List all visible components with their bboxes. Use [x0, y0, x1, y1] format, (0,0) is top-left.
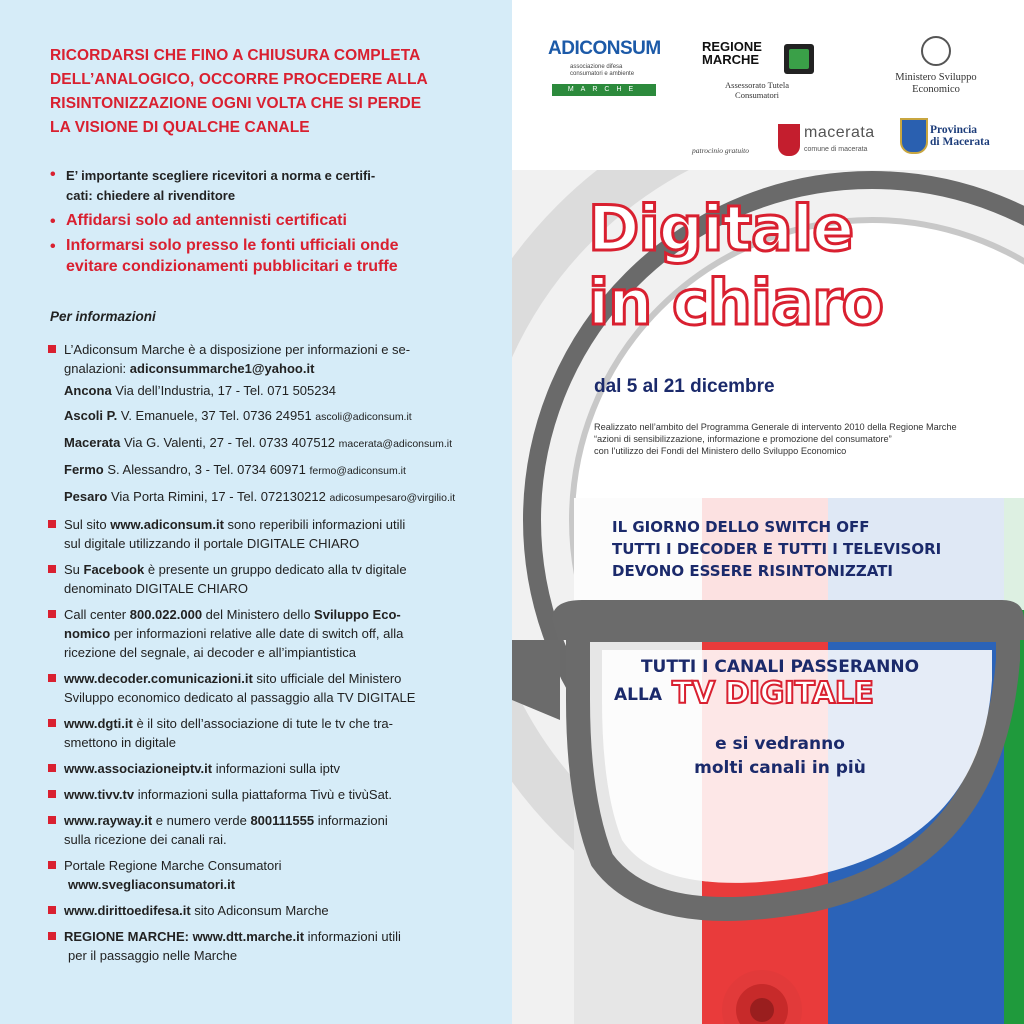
square-bullet-icon — [48, 764, 56, 772]
regione-marche-logo — [702, 40, 822, 100]
square-bullet-icon — [48, 790, 56, 798]
item-text: Sviluppo Eco- — [314, 607, 401, 622]
ministero-line: Economico — [912, 84, 960, 95]
vedranno-line: molti canali in più — [694, 758, 866, 778]
item-text: sito Adiconsum Marche — [190, 903, 329, 918]
office-email[interactable]: fermo@adiconsum.it — [309, 465, 406, 477]
website-link[interactable]: www.decoder.comunicazioni.it — [64, 671, 253, 686]
republic-emblem-icon — [921, 36, 951, 66]
square-bullet-icon — [48, 932, 56, 940]
office-city: Fermo — [64, 462, 104, 477]
list-item — [48, 714, 473, 752]
list-item — [48, 856, 473, 894]
square-bullet-icon — [48, 719, 56, 727]
square-bullet-icon — [48, 906, 56, 914]
office-email[interactable]: macerata@adiconsum.it — [338, 438, 453, 450]
item-text: informazioni utili — [304, 929, 401, 944]
tips-list — [50, 166, 470, 281]
regione-caption-line: Assessorato Tutela — [725, 80, 789, 90]
tip-item — [50, 166, 470, 206]
phone-number[interactable]: 800.022.000 — [129, 607, 203, 622]
adiconsum-subtitle: associazione difesa consumatori e ambiente — [570, 64, 635, 77]
item-text: sito ufficiale del Ministero — [252, 671, 402, 686]
event-dates: dal 5 al 21 dicembre — [594, 376, 775, 397]
item-text: informazioni sulla piattaforma Tivù e tivùSat. — [134, 787, 393, 802]
item-text: REGIONE MARCHE: — [64, 929, 193, 944]
provincia-crest-icon — [900, 118, 928, 154]
square-bullet-icon — [48, 816, 56, 824]
office-list — [64, 381, 473, 508]
item-text: Sviluppo economico dedicato al passaggio alla TV DIGITALE — [64, 690, 416, 705]
list-item — [48, 901, 473, 920]
website-link[interactable]: www.associazioneiptv.it — [64, 761, 213, 776]
adiconsum-logo — [548, 30, 661, 100]
more-channels-notice — [600, 732, 960, 780]
item-text: gnalazioni: — [64, 361, 130, 376]
macerata-subtitle: comune di macerata — [804, 146, 868, 153]
heading-line: LA VISIONE DI QUALCHE CANALE — [50, 119, 310, 136]
list-item — [48, 785, 473, 804]
website-link[interactable]: www.adiconsum.it — [110, 517, 224, 532]
tip-text: E’ importante scegliere ricevitori a norma e certifi- — [66, 168, 376, 183]
alla-word: ALLA — [614, 685, 662, 705]
square-bullet-icon — [48, 345, 56, 353]
tip-text: evitare condizionamenti pubblicitari e truffe — [66, 258, 398, 275]
tip-text: Affidarsi solo ad antennisti certificati — [66, 212, 347, 229]
item-text: Sul sito — [64, 517, 111, 532]
item-text: sulla ricezione dei canali rai. — [64, 832, 227, 847]
funding-line: Realizzato nell’ambito del Programma Generale di intervento 2010 della Regione Marche — [594, 422, 957, 432]
office-row — [64, 487, 473, 508]
funding-note — [594, 421, 1004, 457]
item-text: informazioni — [314, 813, 388, 828]
item-text: Portale Regione Marche Consumatori — [64, 858, 282, 873]
office-city: Macerata — [64, 435, 121, 450]
bullet-icon: • — [50, 166, 56, 183]
switch-line: TUTTI I DECODER E TUTTI I TELEVISORI — [612, 540, 942, 558]
office-row — [64, 433, 473, 454]
square-bullet-icon — [48, 565, 56, 573]
list-item — [48, 811, 473, 849]
office-city: Ascoli P. — [64, 408, 118, 423]
office-city: Ancona — [64, 383, 112, 398]
item-text: nomico — [64, 626, 111, 641]
title-line: in chiaro — [588, 266, 884, 339]
adiconsum-bar: MARCHE — [552, 84, 656, 96]
item-text: è presente un gruppo dedicato alla tv digitale — [144, 562, 407, 577]
provincia-line: di Macerata — [930, 136, 990, 148]
square-bullet-icon — [48, 674, 56, 682]
item-text: informazioni sulla iptv — [212, 761, 340, 776]
tip-text: Informarsi solo presso le fonti ufficiali onde — [66, 237, 399, 254]
provincia-line: Provincia — [930, 124, 978, 136]
list-item — [48, 515, 473, 553]
switch-line: IL GIORNO DELLO SWITCH OFF — [612, 518, 870, 536]
regione-caption-line: Consumatori — [735, 90, 779, 100]
macerata-crest-icon — [778, 124, 800, 156]
square-bullet-icon — [48, 610, 56, 618]
office-row — [64, 381, 473, 400]
list-item — [48, 669, 473, 707]
title-line: Digitale — [588, 192, 854, 265]
adiconsum-wordmark: ADICONSUM — [548, 38, 661, 59]
office-row — [64, 460, 473, 481]
main-title — [588, 192, 883, 340]
patrocinio-label: patrocinio gratuito — [692, 146, 750, 155]
ministero-logo — [888, 36, 984, 96]
office-address: Via G. Valenti, 27 - Tel. 0733 407512 — [120, 435, 339, 450]
right-panel — [512, 0, 1024, 1024]
ministero-line: Ministero Sviluppo — [895, 72, 977, 83]
item-text: sono reperibili informazioni utili — [223, 517, 406, 532]
bullet-icon: • — [50, 238, 56, 255]
list-item — [48, 605, 473, 662]
list-item — [48, 560, 473, 598]
item-text: smettono in digitale — [64, 735, 177, 750]
heading-line: RISINTONIZZAZIONE OGNI VOLTA CHE SI PERDE — [50, 95, 422, 112]
regione-title: REGIONE — [702, 39, 762, 54]
item-text: L’Adiconsum Marche è a disposizione per informazioni e se- — [64, 342, 411, 357]
website-link[interactable]: www.dgti.it — [64, 716, 133, 731]
list-item — [48, 340, 473, 508]
office-email[interactable]: adicosumpesaro@virgilio.it — [329, 492, 456, 504]
vedranno-line: e si vedranno — [715, 734, 845, 754]
office-address: Via dell’Industria, 17 - Tel. 071 505234 — [111, 383, 336, 398]
heading-line: DELL’ANALOGICO, OCCORRE PROCEDERE ALLA — [50, 71, 428, 88]
provincia-macerata-logo — [900, 118, 1000, 158]
tv-digitale-title: TV DIGITALE — [672, 676, 874, 711]
channels-notice: TUTTI I CANALI PASSERANNO — [640, 657, 920, 677]
item-text: è il sito dell’associazione di tute le tv che tra- — [132, 716, 393, 731]
heading-line: RICORDARSI CHE FINO A CHIUSURA COMPLETA — [50, 47, 421, 64]
regione-emblem-icon — [784, 44, 814, 74]
comune-macerata-logo — [778, 124, 888, 156]
item-text: Su — [64, 562, 84, 577]
provincia-wordmark — [930, 124, 990, 148]
square-bullet-icon — [48, 861, 56, 869]
sponsor-logos — [512, 0, 1024, 170]
regione-caption — [702, 80, 812, 100]
website-link[interactable]: www.dirittoedifesa.it — [64, 903, 191, 918]
bullet-icon: • — [50, 213, 56, 230]
item-text: per informazioni relative alle date di switch off, alla — [110, 626, 404, 641]
website-link[interactable]: www.tivv.tv — [64, 787, 135, 802]
office-row — [64, 406, 473, 427]
macerata-wordmark: macerata — [804, 124, 875, 141]
funding-line: con l’utilizzo dei Fondi del Ministero dello Sviluppo Economico — [594, 446, 847, 456]
list-item — [48, 759, 473, 778]
facebook-link[interactable]: Facebook — [83, 562, 145, 577]
warning-heading — [50, 44, 470, 140]
per-info-heading: Per informazioni — [50, 309, 156, 324]
regione-title: MARCHE — [702, 52, 760, 67]
item-text: Call center — [64, 607, 130, 622]
square-bullet-icon — [48, 520, 56, 528]
office-address: S. Alessandro, 3 - Tel. 0734 60971 — [103, 462, 310, 477]
website-link[interactable]: www.rayway.it — [64, 813, 153, 828]
tip-item — [50, 210, 470, 231]
tip-item — [50, 235, 470, 277]
office-address: Via Porta Rimini, 17 - Tel. 072130212 — [107, 489, 330, 504]
website-link[interactable]: www.svegliaconsumatori.it — [68, 877, 236, 892]
office-city: Pesaro — [64, 489, 108, 504]
item-text: ricezione del segnale, ai decoder e all’impiantistica — [64, 645, 356, 660]
info-list — [48, 340, 473, 972]
list-item — [48, 927, 473, 965]
switch-off-notice — [612, 516, 972, 582]
switch-line: DEVONO ESSERE RISINTONIZZATI — [612, 562, 893, 580]
item-text: denominato DIGITALE CHIARO — [64, 581, 248, 596]
email-link[interactable]: adiconsummarche1@yahoo.it — [129, 361, 315, 376]
website-link[interactable]: www.dtt.marche.it — [192, 929, 305, 944]
office-address: V. Emanuele, 37 Tel. 0736 24951 — [117, 408, 316, 423]
office-email[interactable]: ascoli@adiconsum.it — [315, 411, 412, 423]
item-text: del Ministero dello — [202, 607, 315, 622]
item-text: sul digitale utilizzando il portale DIGITALE CHIARO — [64, 536, 360, 551]
item-text: per il passaggio nelle Marche — [68, 948, 238, 963]
tip-text: cati: chiedere al rivenditore — [66, 188, 236, 203]
funding-line: “azioni di sensibilizzazione, informazione e promozione del consumatore” — [594, 434, 892, 444]
phone-number[interactable]: 800111555 — [250, 813, 315, 828]
item-text: e numero verde — [152, 813, 251, 828]
